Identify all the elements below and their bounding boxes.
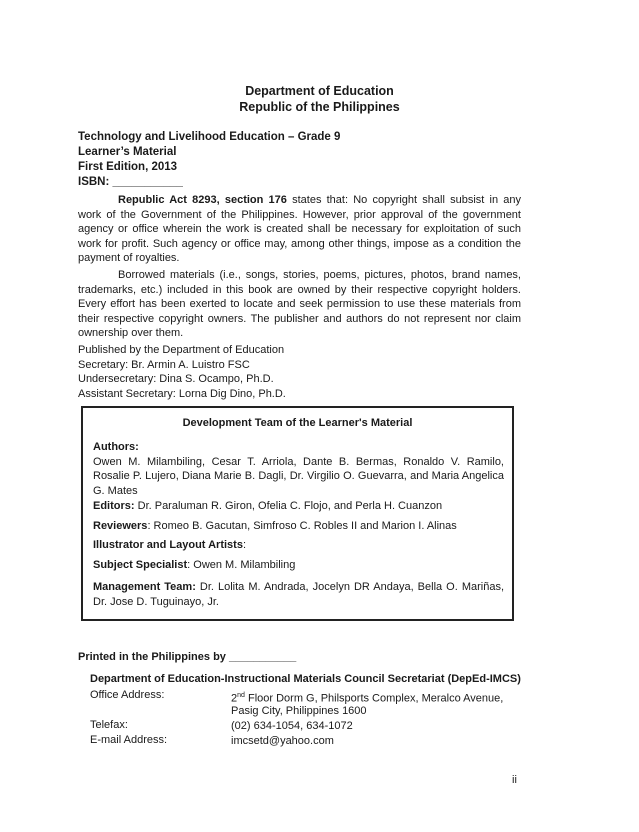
specialist-label: Subject Specialist xyxy=(93,559,188,571)
office-floor-number: 2 xyxy=(231,692,238,705)
imcs-office-name: Department of Education-Instructional Materials Council Secretariat (DepEd-IMCS) xyxy=(90,673,521,685)
borrowed-materials-paragraph: Borrowed materials (i.e., songs, stories, poems, pictures, photos, brand names, trademarks, etc.) included in this book are owned by their respective copyright holders. Every effort has been exerted to locate and seek permission to use these materials from their respective copyright owners. The publisher and authors do not represent nor claim ownership over them. xyxy=(78,269,521,340)
assistant-secretary-line: Assistant Secretary: Lorna Dig Dino, Ph.D. xyxy=(78,387,286,400)
illustrator-section xyxy=(93,538,504,553)
edition: First Edition, 2013 xyxy=(78,161,178,173)
authors-label: Authors: xyxy=(93,441,139,453)
office-address-label: Office Address: xyxy=(90,689,165,701)
undersecretary-line: Undersecretary: Dina S. Ocampo, Ph.D. xyxy=(78,373,274,385)
specialist-name: : Owen M. Milambiling xyxy=(187,559,296,571)
reviewers-list: : Romeo B. Gacutan, Simfroso C. Robles II and Marion I. Alinas xyxy=(147,520,457,532)
reviewers-label: Reviewers xyxy=(93,520,148,532)
office-address-rest: Floor Dorm G, Philsports Complex, Meralco Avenue, xyxy=(244,692,504,705)
authors-section xyxy=(93,440,504,498)
republic-act-reference: Republic Act 8293, section 176 xyxy=(118,194,287,206)
secretary-line: Secretary: Br. Armin A. Luistro FSC xyxy=(78,358,250,371)
reviewers-section xyxy=(93,519,504,534)
isbn: ISBN: ___________ xyxy=(78,176,183,188)
office-address-line2: Pasig City, Philippines 1600 xyxy=(231,705,367,717)
email-label: E-mail Address: xyxy=(90,734,168,746)
material-type: Learner’s Material xyxy=(78,146,177,158)
header-republic: Republic of the Philippines xyxy=(239,100,400,114)
specialist-section xyxy=(93,558,504,573)
telefax-value: (02) 634-1054, 634-1072 xyxy=(231,720,353,732)
authors-list: Owen M. Milambiling, Cesar T. Arriola, Dante B. Bermas, Ronaldo V. Ramilo, Rosalie P. Lujero, Diana Marie B. Dagli, Dr. Virgilio O. Guevarra, and Maria Angelica G. Mates xyxy=(93,455,504,497)
editors-label: Editors: xyxy=(93,500,135,512)
illustrator-label: Illustrator and Layout Artists xyxy=(93,539,243,551)
copyright-paragraph xyxy=(78,193,521,266)
header-department: Department of Education xyxy=(245,84,394,98)
editors-section xyxy=(93,499,504,514)
management-list: Dr. Lolita M. Andrada, Jocelyn DR Andaya, Bella O. Mariñas, Dr. Jose D. Tuguinayo, Jr. xyxy=(93,581,504,608)
publisher-line: Published by the Department of Education xyxy=(78,344,285,356)
page-number: ii xyxy=(512,774,517,786)
editors-list: Dr. Paraluman R. Giron, Ofelia C. Flojo, and Perla H. Cuanzon xyxy=(134,500,443,512)
development-team-box xyxy=(81,406,514,621)
management-section xyxy=(93,580,504,609)
printed-by-line: Printed in the Philippines by ___________ xyxy=(78,651,297,663)
book-title: Technology and Livelihood Education – Grade 9 xyxy=(78,131,341,143)
copyright-text: states that: No copyright shall subsist in any work of the Government of the Philippines. However, prior approval of the government agency or office wherein the work is created shall be necessary for exploitation of such work for profit. Such agency or office may, among other things, impose as a condition the payment of royalties. xyxy=(78,194,521,265)
office-floor-suffix: nd xyxy=(237,692,245,699)
management-label: Management Team: xyxy=(93,581,196,593)
development-team-title: Development Team of the Learner's Material xyxy=(182,417,413,429)
telefax-label: Telefax: xyxy=(90,719,128,731)
email-value: imcsetd@yahoo.com xyxy=(231,735,334,747)
illustrator-list: : xyxy=(242,539,247,551)
